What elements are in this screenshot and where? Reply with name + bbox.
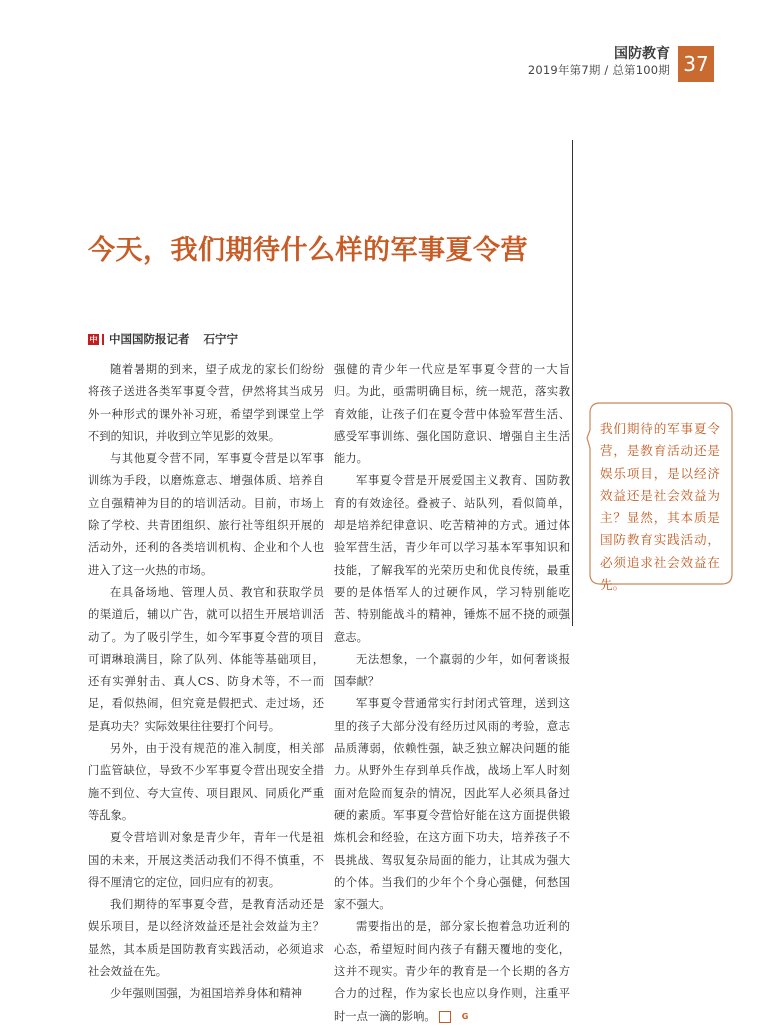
- paragraph: 强健的青少年一代应是军事夏令营的一大旨归。为此，亟需明确目标，统一规范，落实教育效能，让孩子们在夏令营中体验军营生活、感受军事训练、强化国防意识、增强自主生活能力。: [334, 363, 570, 466]
- paragraph: 少年强则国强，为祖国培养身体和精神: [110, 987, 303, 1001]
- paragraph: 我们期待的军事夏令营，是教育活动还是娱乐项目，是以经济效益还是社会效益为主？显然，其本质是国防教育实践活动，必须追求社会效益在先。: [88, 898, 324, 979]
- body-column-left: [88, 359, 324, 1006]
- byline: [88, 331, 238, 347]
- issue-info: 2019年第7期 / 总第100期: [527, 63, 670, 77]
- paragraph-last: [334, 916, 570, 1027]
- paragraph: 无法想象，一个羸弱的少年，如何奢谈报国奉献？: [334, 652, 570, 689]
- pull-quote: 我们期待的军事夏令营，是教育活动还是娱乐项目，是以经济效益还是社会效益为主？显然，其本质是国防教育实践活动，必须追求社会效益在先。: [600, 421, 720, 593]
- paragraph: 另外，由于没有规范的准入制度，相关部门监管缺位，导致不少军事夏令营出现安全措施不到位、夸大宣传、项目跟风、同质化严重等乱象。: [88, 742, 324, 822]
- paragraph: 夏令营培训对象是青少年，青年一代是祖国的未来，开展这类活动我们不得不慎重，不得不厘清它的定位，回归应有的初衷。: [88, 831, 324, 889]
- byline-divider: [102, 334, 104, 345]
- page-number: 37: [678, 46, 714, 82]
- paragraph: 军事夏令营是开展爱国主义教育、国防教育的有效途径。叠被子、站队列，看似简单，却是培养纪律意识、吃苦精神的方式。通过体验军营生活，青少年可以学习基本军事知识和技能，了解我军的光荣历史和优良传统，最重要的是体悟军人的过硬作风，学习特别能吃苦、特别能战斗的精神，锤炼不屈不挠的顽强意志。: [334, 474, 570, 644]
- newspaper-logo-icon: 中: [89, 334, 98, 344]
- column-divider: [572, 140, 573, 626]
- byline-outlet: 中国国防报记者: [109, 332, 190, 346]
- end-mark-icon: G: [439, 1011, 451, 1023]
- byline-author: 石宁宁: [203, 332, 238, 346]
- paragraph: 军事夏令营通常实行封闭式管理，送到这里的孩子大部分没有经历过风雨的考验，意志品质薄弱，依赖性强，缺乏独立解决问题的能力。从野外生存到单兵作战，战场上军人时刻面对危险而复杂的情况，因此军人必须具备过硬的素质。军事夏令营恰好能在这方面提供锻炼机会和经验，在这方面下功夫，培养孩子不畏挑战、驾驭复杂局面的能力，让其成为强大的个体。当我们的少年个个身心强健，何愁国家不强大。: [334, 697, 570, 912]
- body-column-right: [334, 359, 570, 1028]
- paragraph: 随着暑期的到来，望子成龙的家长们纷纷将孩子送进各类军事夏令营，伊然将其当成另外一种形式的课外补习班，希望学到课堂上学不到的知识，并收到立竿见影的效果。: [88, 363, 324, 443]
- paragraph-text: 需要指出的是，部分家长抱着急功近利的心态，希望短时间内孩子有翻天覆地的变化，这并不现实。青少年的教育是一个长期的各方合力的过程，作为家长也应以身作则，注重平时一点一滴的影响。: [334, 920, 570, 1023]
- journal-name: 国防教育: [614, 46, 670, 62]
- paragraph: 在具备场地、管理人员、教官和获取学员的渠道后，辅以广告，就可以招生开展培训活动了。为了吸引学生，如今军事夏令营的项目可谓琳琅满目，除了队列、体能等基础项目，还有实弹射击、真人CS、防身术等，不一而足，看似热闹，但究竟是假把式、走过场，还是真功夫？实际效果往往要打个问号。: [88, 585, 324, 733]
- article-title: 今天，我们期待什么样的军事夏令营: [88, 235, 528, 266]
- paragraph: 与其他夏令营不同，军事夏令营是以军事训练为手段，以磨炼意志、增强体质、培养自立自强精神为目的的培训活动。目前，市场上除了学校、共青团组织、旅行社等组织开展的活动外，还利的各类培训机构、企业和个人也进入了这一火热的市场。: [88, 452, 324, 577]
- page-header: [528, 46, 670, 78]
